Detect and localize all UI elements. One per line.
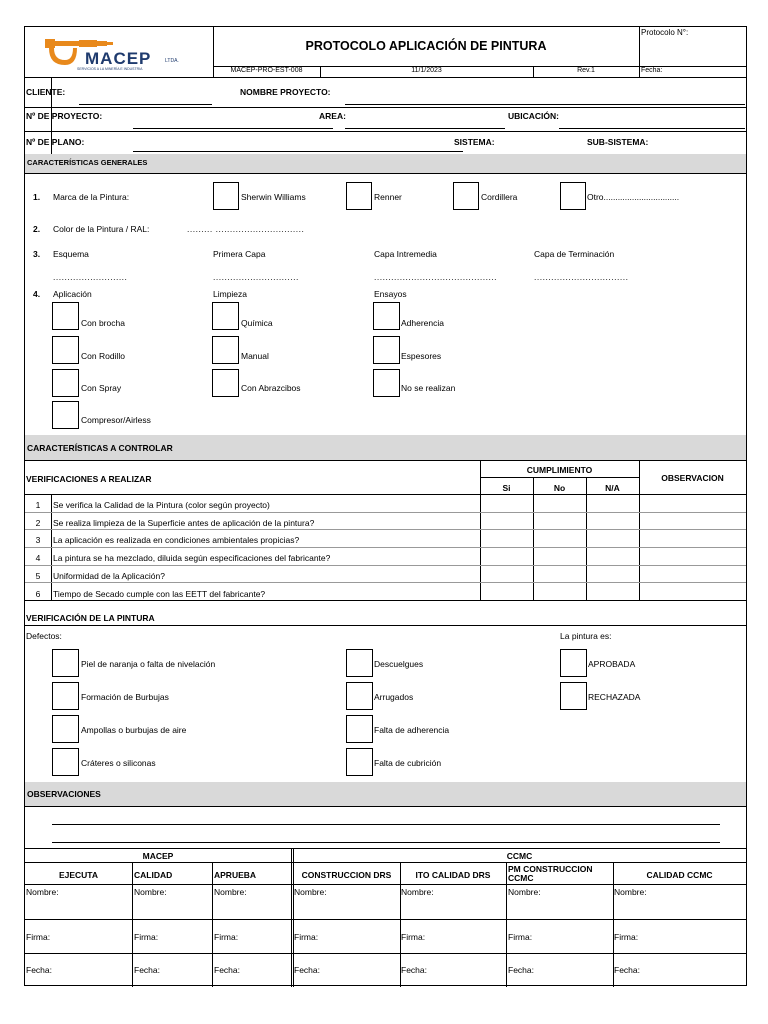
ensayo-espesores-checkbox[interactable] <box>373 336 400 364</box>
aplicacion-airless-checkbox[interactable] <box>52 401 79 429</box>
si-header: Si <box>502 483 511 493</box>
firma-field[interactable]: Firma: <box>614 932 639 942</box>
firma-field[interactable]: Firma: <box>508 932 533 942</box>
aplicacion-spray-label: Con Spray <box>81 383 122 393</box>
ensayo-adherencia-checkbox[interactable] <box>373 302 400 330</box>
observaciones-line[interactable] <box>52 842 720 843</box>
header-date-field[interactable]: Fecha: <box>641 67 663 74</box>
item-number-1: 1. <box>33 192 41 202</box>
limpieza-quimica-label: Química <box>241 318 273 328</box>
n-proyecto-label: Nº DE PROYECTO: <box>26 111 103 121</box>
nombre-field[interactable]: Nombre: <box>508 887 541 897</box>
pintura-aprobada-label: APROBADA <box>588 659 636 669</box>
fecha-field[interactable]: Fecha: <box>401 965 427 975</box>
observaciones-line[interactable] <box>52 824 720 825</box>
fecha-field[interactable]: Fecha: <box>508 965 534 975</box>
logo-suffix: LTDA. <box>165 58 179 64</box>
defectos-label: Defectos: <box>26 631 62 641</box>
capa-intermedia-field[interactable]: ........................................... <box>374 272 498 282</box>
primera-capa-label: Primera Capa <box>213 249 266 259</box>
marca-renner-label: Renner <box>374 192 402 202</box>
nombre-field[interactable]: Nombre: <box>134 887 167 897</box>
firma-field[interactable]: Firma: <box>214 932 239 942</box>
table-row-number: 1 <box>35 500 41 510</box>
table-row: Tiempo de Secado cumple con las EETT del fabricante? <box>53 589 266 599</box>
aplicacion-spray-checkbox[interactable] <box>52 369 79 397</box>
ubicacion-field[interactable] <box>559 128 745 129</box>
n-plano-label: Nº DE PLANO: <box>26 137 85 147</box>
table-row-number: 4 <box>35 553 41 563</box>
fecha-field[interactable]: Fecha: <box>294 965 320 975</box>
document-revision: Rev.1 <box>577 67 595 74</box>
marca-sherwin-label: Sherwin Williams <box>241 192 306 202</box>
firma-field[interactable]: Firma: <box>134 932 159 942</box>
aplicacion-rodillo-checkbox[interactable] <box>52 336 79 364</box>
la-pintura-es-label: La pintura es: <box>560 631 612 641</box>
defecto-burbujas-label: Formación de Burbujas <box>81 692 169 702</box>
col-pm-construccion-ccmc: PM CONSTRUCCION CCMC <box>508 864 593 883</box>
firma-field[interactable]: Firma: <box>26 932 51 942</box>
nombre-field[interactable]: Nombre: <box>26 887 59 897</box>
table-row-number: 2 <box>35 518 41 528</box>
defecto-crateres-label: Cráteres o siliconas <box>81 758 156 768</box>
marca-otro-checkbox[interactable] <box>560 182 586 210</box>
ccmc-header: CCMC <box>506 851 533 861</box>
color-field[interactable]: ......... ............................... <box>187 224 305 234</box>
defecto-falta-cubricion-label: Falta de cubrición <box>374 758 442 768</box>
cliente-field[interactable] <box>79 104 212 105</box>
nombre-proyecto-label: NOMBRE PROYECTO: <box>240 87 331 97</box>
protocol-number-field[interactable]: Protocolo N°: <box>641 28 689 37</box>
table-row-number: 6 <box>35 589 41 599</box>
sub-sistema-label: SUB-SISTEMA: <box>587 137 649 147</box>
defecto-falta-adherencia-label: Falta de adherencia <box>374 725 450 735</box>
fecha-field[interactable]: Fecha: <box>134 965 160 975</box>
cumplimiento-header: CUMPLIMIENTO <box>526 465 593 475</box>
section-controlar-header: CARACTERÍSTICAS A CONTROLAR <box>25 435 746 460</box>
defecto-falta-adherencia-checkbox[interactable] <box>346 715 373 743</box>
limpieza-label: Limpieza <box>213 289 248 299</box>
pintura-rechazada-checkbox[interactable] <box>560 682 587 710</box>
ensayos-label: Ensayos <box>374 289 407 299</box>
fecha-field[interactable]: Fecha: <box>614 965 640 975</box>
nombre-field[interactable]: Nombre: <box>294 887 327 897</box>
defecto-ampollas-checkbox[interactable] <box>52 715 79 743</box>
capa-intermedia-label: Capa Intremedia <box>374 249 437 259</box>
col-calidad: CALIDAD <box>134 870 173 880</box>
table-row-number: 3 <box>35 535 41 545</box>
aplicacion-rodillo-label: Con Rodillo <box>81 351 125 361</box>
defecto-piel-naranja-label: Piel de naranja o falta de nivelación <box>81 659 216 669</box>
marca-renner-checkbox[interactable] <box>346 182 372 210</box>
defecto-descuelgues-checkbox[interactable] <box>346 649 373 677</box>
aplicacion-label: Aplicación <box>53 289 92 299</box>
defecto-falta-cubricion-checkbox[interactable] <box>346 748 373 776</box>
company-logo <box>41 35 191 75</box>
firma-field[interactable]: Firma: <box>294 932 319 942</box>
item-number-2: 2. <box>33 224 41 234</box>
limpieza-quimica-checkbox[interactable] <box>212 302 239 330</box>
defecto-ampollas-label: Ampollas o burbujas de aire <box>81 725 187 735</box>
sistema-label: SISTEMA: <box>454 137 495 147</box>
pintura-rechazada-label: RECHAZADA <box>588 692 641 702</box>
na-header: N/A <box>605 483 620 493</box>
primera-capa-field[interactable]: .............................. <box>213 272 299 282</box>
capa-terminacion-label: Capa de Terminación <box>534 249 615 259</box>
item-number-4: 4. <box>33 289 41 299</box>
verificaciones-header: VERIFICACIONES A REALIZAR <box>26 474 152 484</box>
col-calidad-ccmc: CALIDAD CCMC <box>646 870 713 880</box>
defecto-crateres-checkbox[interactable] <box>52 748 79 776</box>
ensayo-espesores-label: Espesores <box>401 351 442 361</box>
table-row: Se verifica la Calidad de la Pintura (color según proyecto) <box>53 500 270 510</box>
defecto-piel-naranja-checkbox[interactable] <box>52 649 79 677</box>
logo-text: MACEP <box>85 49 152 68</box>
marca-cordillera-checkbox[interactable] <box>453 182 479 210</box>
col-ejecuta: EJECUTA <box>58 870 99 880</box>
esquema-label: Esquema <box>53 249 89 259</box>
table-row-number: 5 <box>35 571 41 581</box>
section-generales-header: CARACTERÍSTICAS GENERALES <box>25 154 746 173</box>
form-title: PROTOCOLO APLICACIÓN DE PINTURA <box>305 39 547 53</box>
n-plano-field[interactable] <box>133 151 463 152</box>
aplicacion-brocha-label: Con brocha <box>81 318 125 328</box>
fecha-field[interactable]: Fecha: <box>214 965 240 975</box>
nombre-field[interactable]: Nombre: <box>401 887 434 897</box>
area-label: AREA: <box>319 111 346 121</box>
table-row: Uniformidad de la Aplicación? <box>53 571 165 581</box>
table-row: Se realiza limpieza de la Superficie antes de aplicación de la pintura? <box>53 518 315 528</box>
ensayo-no-realizan-label: No se realizan <box>401 383 456 393</box>
limpieza-manual-label: Manual <box>241 351 269 361</box>
table-row: La aplicación es realizada en condiciones ambientales propicias? <box>53 535 300 545</box>
defecto-arrugados-checkbox[interactable] <box>346 682 373 710</box>
no-header: No <box>553 483 566 493</box>
col-aprueba: APRUEBA <box>214 870 257 880</box>
protocol-form <box>24 26 747 986</box>
marca-cordillera-label: Cordillera <box>481 192 518 202</box>
defecto-descuelgues-label: Descuelgues <box>374 659 424 669</box>
col-construccion-drs: CONSTRUCCION DRS <box>301 870 392 880</box>
macep-header: MACEP <box>142 851 174 861</box>
limpieza-abrasivos-checkbox[interactable] <box>212 369 239 397</box>
marca-otro-label: Otro................................ <box>587 192 680 202</box>
item-number-3: 3. <box>33 249 41 259</box>
ensayo-adherencia-label: Adherencia <box>401 318 445 328</box>
logo-tagline: SERVICIOS A LA MINERÍA E INDUSTRIA <box>77 67 143 71</box>
document-code: MACEP-PRO-EST-008 <box>230 67 303 74</box>
observacion-header: OBSERVACION <box>661 473 724 483</box>
n-proyecto-field[interactable] <box>133 128 333 129</box>
ubicacion-label: UBICACIÓN: <box>508 111 559 121</box>
document-date: 11/1/2023 <box>411 67 442 74</box>
ensayo-no-realizan-checkbox[interactable] <box>373 369 400 397</box>
capa-terminacion-field[interactable]: ................................. <box>534 272 629 282</box>
cliente-label: CLIENTE: <box>26 87 66 97</box>
defecto-arrugados-label: Arrugados <box>374 692 414 702</box>
esquema-field[interactable]: .......................... <box>53 272 128 282</box>
nombre-field[interactable]: Nombre: <box>614 887 647 897</box>
color-label: Color de la Pintura / RAL: <box>53 224 150 234</box>
aplicacion-airless-label: Compresor/Airless <box>81 415 151 425</box>
verif-pintura-header: VERIFICACIÓN DE LA PINTURA <box>26 613 155 623</box>
fecha-field[interactable]: Fecha: <box>26 965 52 975</box>
pintura-aprobada-checkbox[interactable] <box>560 649 587 677</box>
marca-sherwin-checkbox[interactable] <box>213 182 239 210</box>
col-ito-calidad-drs: ITO CALIDAD DRS <box>415 870 491 880</box>
defecto-burbujas-checkbox[interactable] <box>52 682 79 710</box>
nombre-field[interactable]: Nombre: <box>214 887 247 897</box>
section-observaciones-header: OBSERVACIONES <box>25 782 746 806</box>
nombre-proyecto-field[interactable] <box>345 104 745 105</box>
limpieza-abrasivos-label: Con Abrazcibos <box>241 383 301 393</box>
aplicacion-brocha-checkbox[interactable] <box>52 302 79 330</box>
firma-field[interactable]: Firma: <box>401 932 426 942</box>
marca-label: Marca de la Pintura: <box>53 192 130 202</box>
table-row: La pintura se ha mezclado, diluida según especificaciones del fabricante? <box>53 553 331 563</box>
area-field[interactable] <box>345 128 505 129</box>
limpieza-manual-checkbox[interactable] <box>212 336 239 364</box>
